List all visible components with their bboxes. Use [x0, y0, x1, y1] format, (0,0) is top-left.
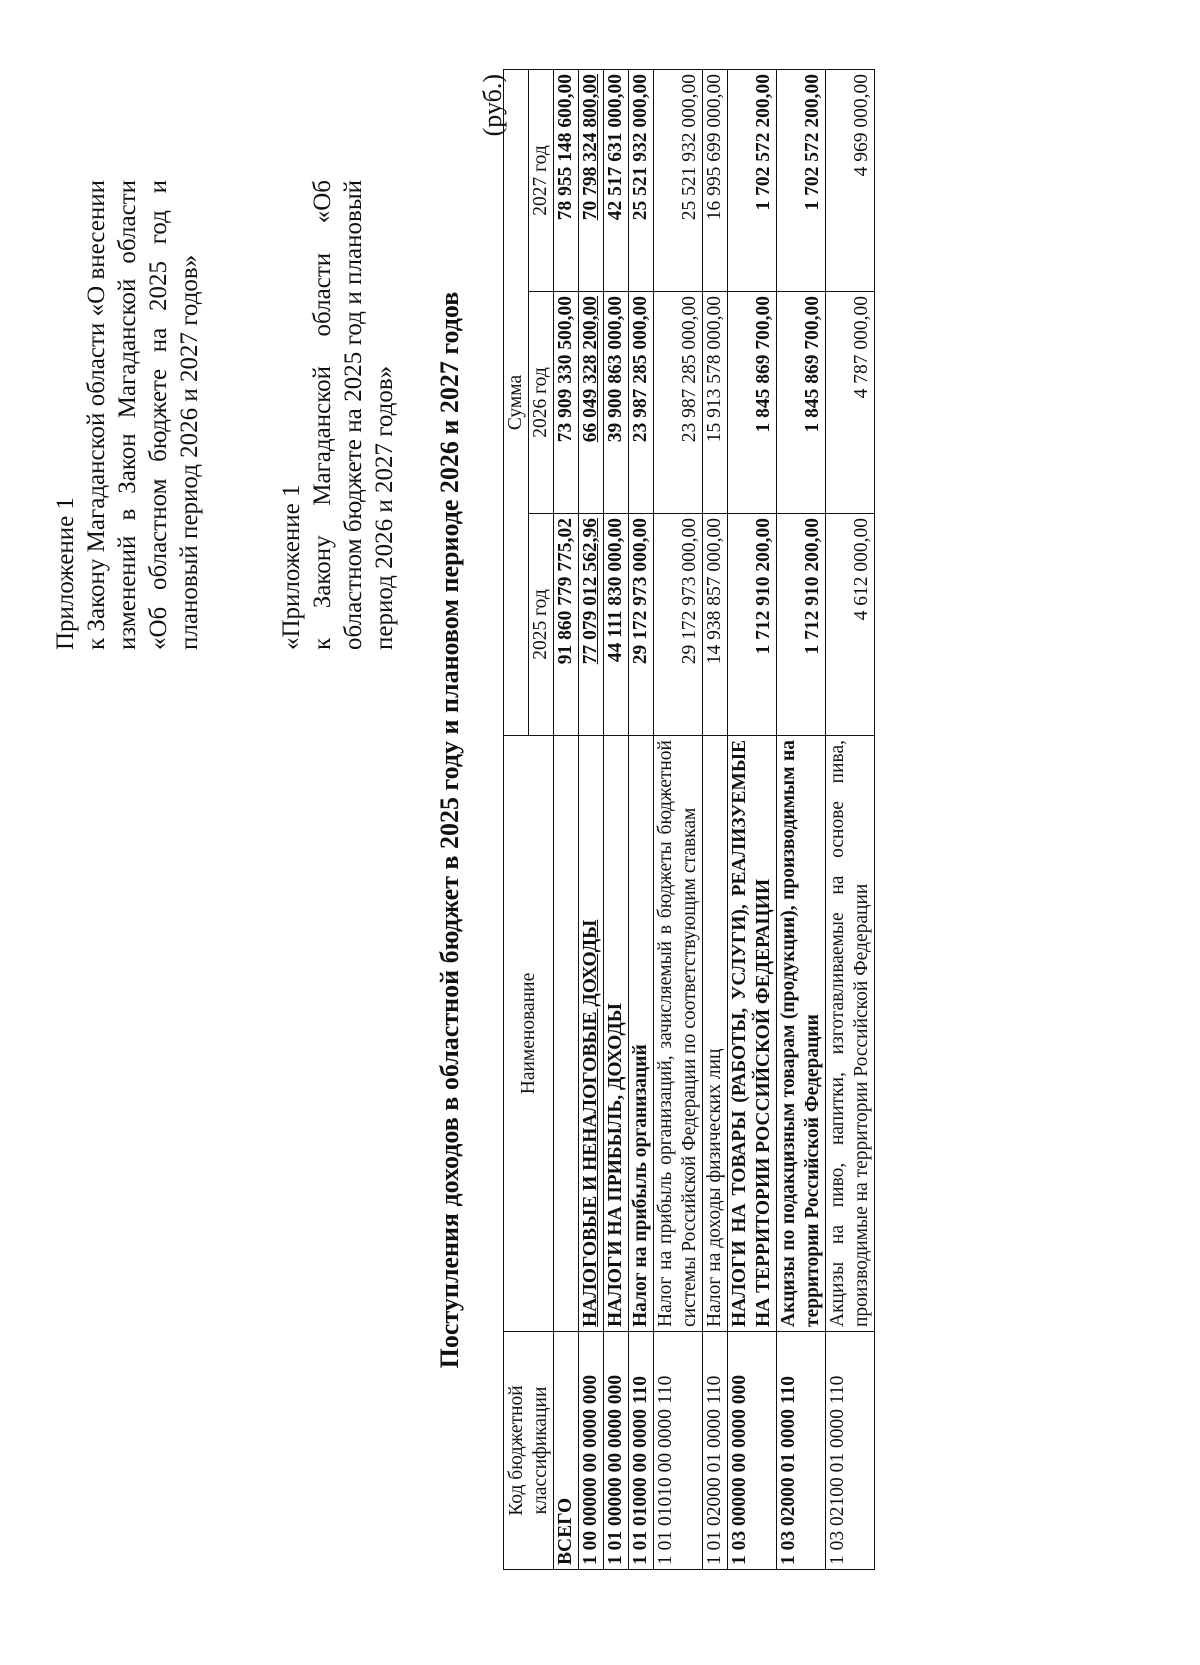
appendix-original-header — [276, 180, 400, 650]
cell-name: НАЛОГИ НА ПРИБЫЛЬ, ДОХОДЫ — [604, 736, 629, 1332]
cell-2025: 1 712 910 200,00 — [728, 514, 777, 736]
cell-2027: 1 702 572 200,00 — [777, 70, 826, 292]
table-row — [579, 70, 604, 1570]
table-row — [728, 70, 777, 1570]
cell-2025: 1 712 910 200,00 — [777, 514, 826, 736]
table-row — [629, 70, 654, 1570]
cell-code: 1 01 02000 01 0000 110 — [703, 1332, 728, 1570]
table-row — [703, 70, 728, 1570]
cell-2027: 25 521 932 000,00 — [654, 70, 703, 292]
cell-name: Налог на доходы физических лиц — [703, 736, 728, 1332]
unit-label: (руб.) — [478, 74, 507, 137]
header-year-2025: 2025 год — [529, 514, 554, 736]
cell-2027: 4 969 000,00 — [826, 70, 875, 292]
cell-2026: 1 845 869 700,00 — [728, 292, 777, 514]
cell-2025: 29 172 973 000,00 — [629, 514, 654, 736]
appendix-original-text: к Закону Магаданской области «Об областном бюджете на 2025 год и плановый период 2026 и 2027 годов» — [309, 180, 398, 650]
appendix-current-title: Приложение 1 — [52, 497, 79, 650]
cell-2026: 4 787 000,00 — [826, 292, 875, 514]
header-sum: Сумма — [504, 70, 529, 736]
cell-name: НАЛОГИ НА ТОВАРЫ (РАБОТЫ, УСЛУГИ), РЕАЛИЗУЕМЫЕ НА ТЕРРИТОРИИ РОССИЙСКОЙ ФЕДЕРАЦИИ — [728, 736, 777, 1332]
revenue-table — [503, 69, 875, 1570]
cell-name: Акцизы по подакцизным товарам (продукции), производимым на территории Российской Федерации — [777, 736, 826, 1332]
cell-name: Налог на прибыль организаций — [629, 736, 654, 1332]
cell-code: 1 03 02100 01 0000 110 — [826, 1332, 875, 1570]
cell-2025: 44 111 830 000,00 — [604, 514, 629, 736]
revenue-table-body — [554, 70, 875, 1570]
revenue-table-header — [504, 70, 554, 1570]
cell-2025: 14 938 857 000,00 — [703, 514, 728, 736]
cell-name — [554, 736, 579, 1332]
table-row — [777, 70, 826, 1570]
header-name: Наименование — [504, 736, 554, 1332]
cell-code: 1 00 00000 00 0000 000 — [579, 1332, 604, 1570]
cell-code: 1 01 00000 00 0000 000 — [604, 1332, 629, 1570]
cell-2026: 1 845 869 700,00 — [777, 292, 826, 514]
cell-2027: 42 517 631 000,00 — [604, 70, 629, 292]
cell-code: 1 01 01000 00 0000 110 — [629, 1332, 654, 1570]
appendix-current-header — [50, 180, 205, 650]
cell-code: 1 03 00000 00 0000 000 — [728, 1332, 777, 1570]
cell-2027: 25 521 932 000,00 — [629, 70, 654, 292]
cell-2025: 91 860 779 775,02 — [554, 514, 579, 736]
appendix-original-title: «Приложение 1 — [278, 484, 305, 650]
cell-2027: 16 995 699 000,00 — [703, 70, 728, 292]
cell-2026: 66 049 328 200,00 — [579, 292, 604, 514]
cell-2026: 23 987 285 000,00 — [629, 292, 654, 514]
cell-2025: 77 079 012 562,96 — [579, 514, 604, 736]
header-year-2026: 2026 год — [529, 292, 554, 514]
cell-2027: 70 798 324 800,00 — [579, 70, 604, 292]
cell-code: 1 03 02000 01 0000 110 — [777, 1332, 826, 1570]
cell-2026: 73 909 330 500,00 — [554, 292, 579, 514]
header-code: Код бюджетной классификации — [504, 1332, 554, 1570]
appendix-current-text: к Закону Магаданской области «О внесении изменений в Закон Магаданской области «Об областном бюджете на 2025 год и плановый период 2026 и 2027 годов» — [83, 180, 203, 650]
table-row — [604, 70, 629, 1570]
cell-name: НАЛОГОВЫЕ И НЕНАЛОГОВЫЕ ДОХОДЫ — [579, 736, 604, 1332]
table-row — [654, 70, 703, 1570]
header-year-2027: 2027 год — [529, 70, 554, 292]
table-row — [826, 70, 875, 1570]
cell-name: Налог на прибыль организаций, зачисляемый в бюджеты бюджетной системы Российской Федерации по соответствующим ставкам — [654, 736, 703, 1332]
cell-2025: 29 172 973 000,00 — [654, 514, 703, 736]
cell-2026: 15 913 578 000,00 — [703, 292, 728, 514]
cell-name: Акцизы на пиво, напитки, изготавливаемые на основе пива, производимые на территории Российской Федерации — [826, 736, 875, 1332]
cell-code: ВСЕГО — [554, 1332, 579, 1570]
cell-2027: 1 702 572 200,00 — [728, 70, 777, 292]
cell-2025: 4 612 000,00 — [826, 514, 875, 736]
cell-code: 1 01 01010 00 0000 110 — [654, 1332, 703, 1570]
cell-2027: 78 955 148 600,00 — [554, 70, 579, 292]
document-title: Поступления доходов в областной бюджет в 2025 году и плановом периоде 2026 и 2027 годов — [435, 291, 464, 1369]
cell-2026: 39 900 863 000,00 — [604, 292, 629, 514]
table-row-total — [554, 70, 579, 1570]
rotated-document-page — [30, 60, 1130, 1600]
cell-2026: 23 987 285 000,00 — [654, 292, 703, 514]
